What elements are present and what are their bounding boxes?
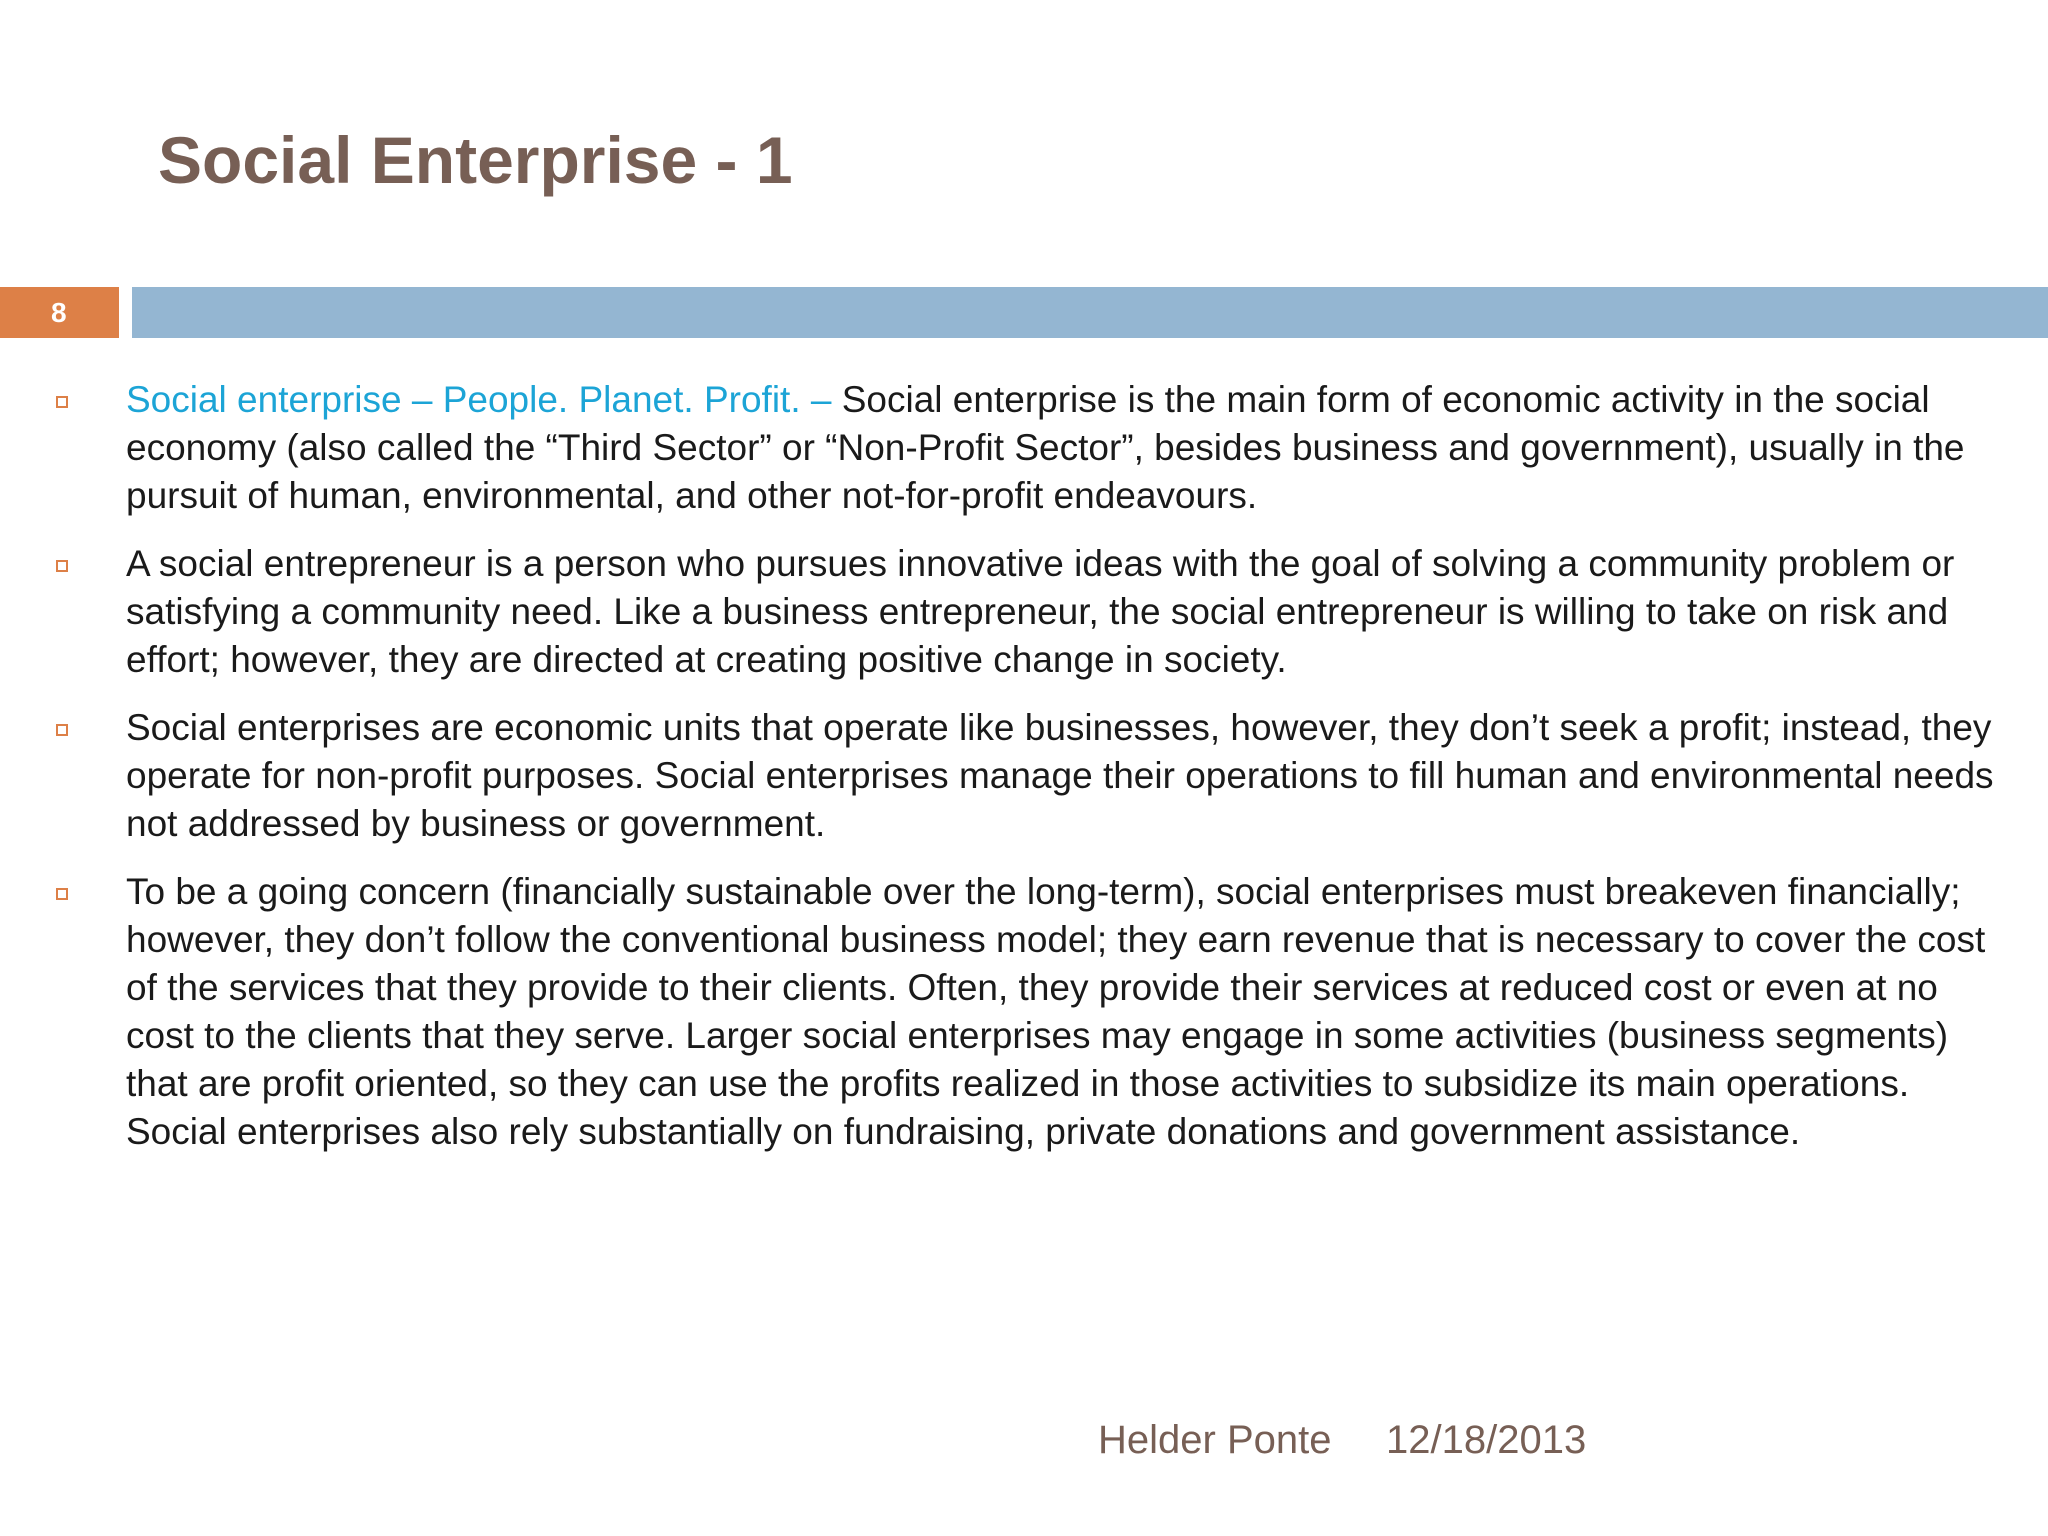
bullet-item	[126, 376, 2006, 520]
footer-author: Helder Ponte	[1098, 1418, 1332, 1462]
bullet-text: A social entrepreneur is a person who pursues innovative ideas with the goal of solving a community problem or satisfying a community need. Like a business entrepreneur, the social entrepreneur is willing to take on risk and effort; however, they are directed at creating positive change in society.	[126, 543, 1955, 680]
bullet-item	[126, 704, 2006, 848]
bullet-text: Social enterprises are economic units that operate like businesses, however, they don’t seek a profit; instead, they operate for non-profit purposes. Social enterprises manage their operations to fill human and environmental needs not addressed by business or government.	[126, 707, 1994, 844]
square-bullet-icon	[56, 724, 68, 736]
bullet-item	[126, 868, 2006, 1156]
bullet-list	[0, 376, 2048, 1176]
bullet-text: To be a going concern (financially sustainable over the long-term), social enterprises must breakeven financially; however, they don’t follow the conventional business model; they earn revenue that is necessary to cover the cost of the services that they provide to their clients. Often, they provide their services at reduced cost or even at no cost to the clients that they serve. Larger social enterprises may engage in some activities (business segments) that are profit oriented, so they can use the profits realized in those activities to subsidize its main operations. Social enterprises also rely substantially on fundraising, private donations and government assistance.	[126, 871, 1986, 1152]
slide-title: Social Enterprise - 1	[158, 123, 793, 197]
header-bar	[132, 287, 2048, 338]
square-bullet-icon	[56, 560, 68, 572]
bullet-item	[126, 540, 2006, 684]
square-bullet-icon	[56, 888, 68, 900]
square-bullet-icon	[56, 396, 68, 408]
footer-date: 12/18/2013	[1386, 1418, 1587, 1462]
bullet-dash: –	[800, 379, 842, 420]
slide-number-badge: 8	[0, 287, 119, 338]
bullet-text: Social enterprise is the main form of economic activity in the social economy (also called the “Third Sector” or “Non-Profit Sector”, besides business and government), usually in the pursuit of human, environmental, and other not-for-profit endeavours.	[126, 379, 1965, 516]
bullet-highlight: Social enterprise – People. Planet. Profit.	[126, 379, 801, 420]
